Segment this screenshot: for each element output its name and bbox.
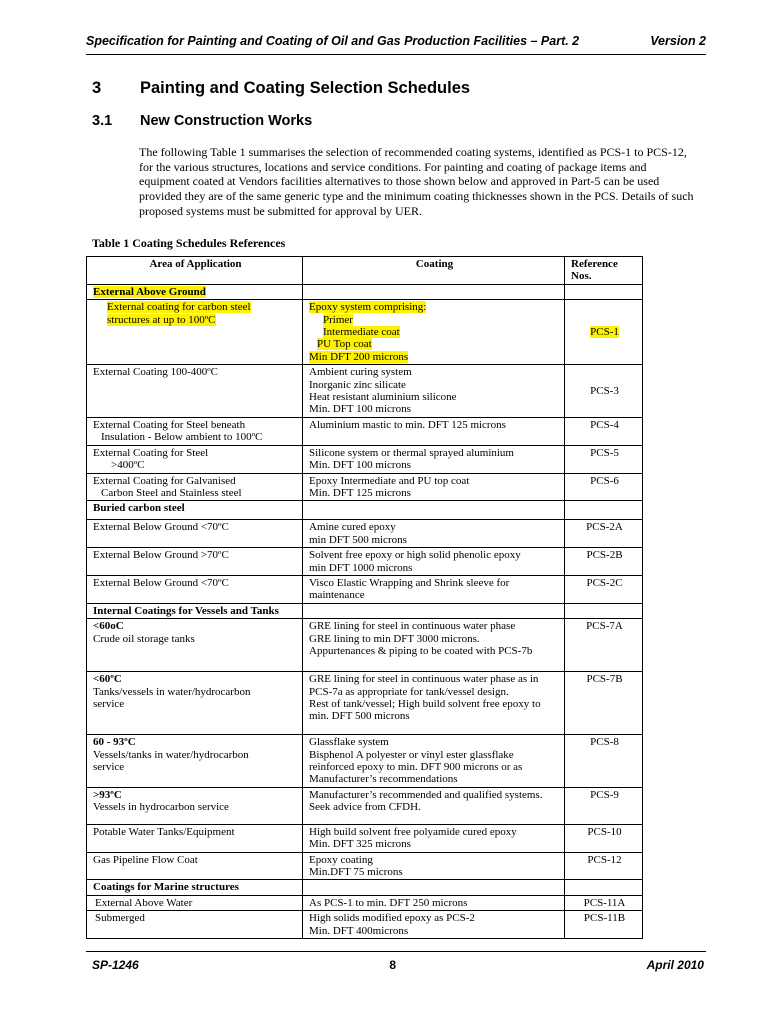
area-text: service: [93, 697, 125, 710]
header-area: Area of Application: [87, 257, 303, 285]
area-heading: <60ºC: [93, 673, 122, 686]
table-header-row: [87, 257, 643, 285]
reference-code: PCS-7B: [586, 673, 623, 686]
section-heading: [92, 79, 470, 98]
area-text: Carbon Steel and Stainless steel: [101, 486, 242, 499]
coating-text: Heat resistant aluminium silicone: [309, 391, 457, 404]
table-row: [87, 852, 643, 880]
coating-text: As PCS-1 to min. DFT 250 microns: [309, 896, 468, 909]
page-header: [86, 34, 706, 48]
coating-text: Min. DFT 125 microns: [309, 486, 411, 499]
reference-code: PCS-11B: [583, 912, 626, 925]
area-text: Submerged: [95, 912, 145, 925]
area-text: Potable Water Tanks/Equipment: [93, 825, 235, 838]
coating-text: Min. DFT 400microns: [309, 924, 409, 937]
area-text: structures at up to 100ºC: [107, 313, 216, 326]
section-label: Internal Coatings for Vessels and Tanks: [93, 604, 279, 617]
coating-text: Manufacturer’s recommendations: [309, 773, 458, 786]
section-label: Coatings for Marine structures: [93, 881, 239, 894]
area-text: >400ºC: [111, 459, 145, 472]
coating-text: Primer: [323, 313, 353, 326]
subsection-number: 3.1: [92, 113, 113, 129]
header-reference: Reference Nos.: [565, 257, 643, 285]
coating-text: Min DFT 200 microns: [309, 350, 409, 363]
footer-date: April 2010: [646, 958, 704, 972]
reference-code: PCS-1: [590, 326, 619, 339]
area-text: Insulation - Below ambient to 100ºC: [101, 431, 263, 444]
coating-text: Seek advice from CFDH.: [309, 801, 421, 814]
area-text: External Below Ground >70ºC: [93, 549, 229, 562]
area-text: External Coating for Galvanised: [93, 474, 236, 487]
area-text: External Below Ground <70ºC: [93, 576, 229, 589]
coating-text: Epoxy Intermediate and PU top coat: [309, 474, 470, 487]
coating-text: Inorganic zinc silicate: [309, 378, 406, 391]
coating-text: min DFT 500 microns: [309, 533, 407, 546]
coating-text: maintenance: [309, 589, 365, 602]
area-heading: >93ºC: [93, 788, 122, 801]
reference-code: PCS-7A: [586, 620, 623, 633]
section-row-internal: [87, 603, 643, 618]
page-number: 8: [389, 958, 396, 972]
coating-text: Min. DFT 100 microns: [309, 459, 411, 472]
coating-text: Epoxy system comprising:: [309, 301, 427, 314]
coating-text: GRE lining for steel in continuous water phase as in: [309, 673, 539, 686]
coating-text: min DFT 1000 microns: [309, 561, 413, 574]
section-row-marine: [87, 880, 643, 895]
reference-code: PCS-11A: [583, 896, 626, 909]
reference-code: PCS-5: [590, 446, 619, 459]
reference-code: PCS-3: [590, 384, 619, 397]
table-caption: Table 1 Coating Schedules References: [92, 236, 286, 250]
coating-text: Min. DFT 325 microns: [309, 838, 411, 851]
table-row: [87, 824, 643, 852]
table-row: [87, 911, 643, 939]
subsection-title: New Construction Works: [140, 113, 313, 129]
area-text: Vessels in hydrocarbon service: [93, 801, 229, 814]
intro-paragraph: The following Table 1 summarises the selection of recommended coating systems, identified as PCS-1 to PCS-12, for the various structures, locations and service conditions. For painting and coating of package items and equipment coated at Vendors facilities alternatives to those shown below and approved in Part-5 can be used provided they are of the same generic type and the minimum coating thicknesses shown in the PCS. Details of such proposed systems must be submitted for approval by UER.: [139, 145, 694, 218]
coating-text: Intermediate coat: [323, 326, 400, 339]
coating-text: GRE lining to min DFT 3000 microns.: [309, 632, 480, 645]
area-text: Gas Pipeline Flow Coat: [93, 853, 198, 866]
table-row: [87, 735, 643, 788]
section-number: 3: [92, 79, 102, 97]
table-row: [87, 619, 643, 672]
table-row: [87, 575, 643, 603]
table-row: [87, 473, 643, 501]
area-text: External Above Water: [95, 896, 193, 909]
coating-text: Aluminium mastic to min. DFT 125 microns: [309, 418, 506, 431]
section-row-buried: [87, 501, 643, 520]
footer-doc-number: SP-1246: [92, 958, 139, 972]
coating-text: Appurtenances & piping to be coated with PCS-7b: [309, 644, 533, 657]
coating-text: Visco Elastic Wrapping and Shrink sleeve for: [309, 576, 510, 589]
reference-code: PCS-2A: [586, 521, 623, 534]
table-row: [87, 895, 643, 910]
table-row: [87, 365, 643, 418]
section-label: External Above Ground: [93, 285, 206, 298]
reference-code: PCS-6: [590, 474, 619, 487]
table-row: [87, 787, 643, 824]
area-text: External Coating for Steel beneath: [93, 418, 246, 431]
subsection-heading: [92, 113, 312, 129]
header-rule: [86, 54, 706, 55]
table-row: [87, 520, 643, 548]
reference-code: PCS-2B: [586, 549, 623, 562]
footer-rule: [86, 951, 706, 952]
area-text: External Coating 100-400ºC: [93, 366, 219, 379]
coating-schedule-table: [86, 256, 643, 939]
coating-text: Glassflake system: [309, 736, 389, 749]
coating-text: Ambient curing system: [309, 366, 412, 379]
reference-code: PCS-8: [590, 736, 619, 749]
coating-text: Min. DFT 100 microns: [309, 403, 411, 416]
header-title: Specification for Painting and Coating of Oil and Gas Production Facilities – Part. 2: [86, 34, 580, 48]
reference-code: PCS-2C: [586, 576, 623, 589]
area-text: External Below Ground <70ºC: [93, 521, 229, 534]
coating-text: PU Top coat: [317, 338, 372, 351]
coating-text: Manufacturer’s recommended and qualified systems.: [309, 788, 543, 801]
table-row: [87, 548, 643, 576]
area-text: External coating for carbon steel: [107, 301, 251, 314]
table-row: [87, 300, 643, 365]
coating-text: Silicone system or thermal sprayed aluminium: [309, 446, 514, 459]
section-title: Painting and Coating Selection Schedules: [140, 79, 471, 97]
coating-text: min. DFT 500 microns: [309, 710, 410, 723]
area-text: Crude oil storage tanks: [93, 632, 195, 645]
reference-code: PCS-12: [587, 853, 622, 866]
reference-code: PCS-4: [590, 418, 619, 431]
area-text: Tanks/vessels in water/hydrocarbon: [93, 685, 251, 698]
header-coating: Coating: [303, 257, 565, 285]
table-row: [87, 417, 643, 445]
header-version: Version 2: [650, 34, 706, 48]
table-row: [87, 445, 643, 473]
coating-text: High build solvent free polyamide cured epoxy: [309, 825, 517, 838]
area-text: External Coating for Steel: [93, 446, 209, 459]
coating-text: Epoxy coating: [309, 853, 373, 866]
coating-text: Solvent free epoxy or high solid phenolic epoxy: [309, 549, 521, 562]
coating-text: High solids modified epoxy as PCS-2: [309, 912, 475, 925]
coating-text: Amine cured epoxy: [309, 521, 396, 534]
reference-code: PCS-9: [590, 788, 619, 801]
area-heading: <60oC: [93, 620, 124, 633]
area-text: Vessels/tanks in water/hydrocarbon: [93, 748, 249, 761]
coating-text: GRE lining for steel in continuous water phase: [309, 620, 516, 633]
area-heading: 60 - 93ºC: [93, 736, 136, 749]
reference-code: PCS-10: [587, 825, 622, 838]
coating-text: Bisphenol A polyester or vinyl ester glassflake: [309, 748, 514, 761]
coating-text: Rest of tank/vessel; High build solvent free epoxy to: [309, 697, 541, 710]
coating-text: PCS-7a as appropriate for tank/vessel design.: [309, 685, 509, 698]
section-row-external-above: [87, 284, 643, 299]
coating-text: reinforced epoxy to min. DFT 900 microns or as: [309, 760, 523, 773]
coating-text: Min.DFT 75 microns: [309, 866, 403, 878]
area-text: service: [93, 760, 125, 773]
page-footer: [92, 958, 704, 972]
section-label: Buried carbon steel: [93, 502, 185, 515]
table-row: [87, 672, 643, 735]
